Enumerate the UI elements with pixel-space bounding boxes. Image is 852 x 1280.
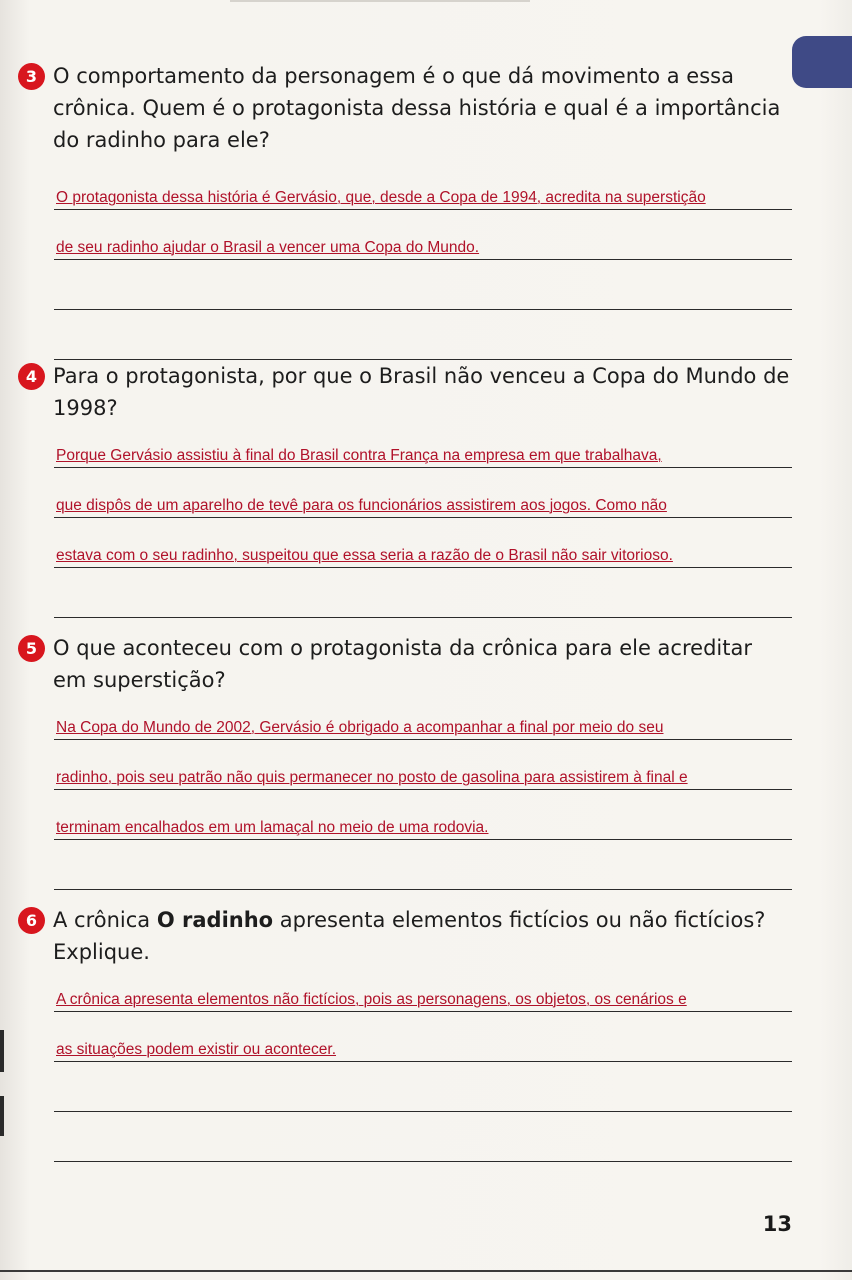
top-divider	[230, 0, 530, 2]
question-number-badge: 4	[18, 363, 45, 390]
answer-text: que dispôs de um aparelho de tevê para os funcionários assistirem aos jogos. Como não	[56, 497, 667, 514]
answer-line[interactable]	[54, 840, 792, 890]
question-text-part: apresenta elementos fictícios ou não fictícios? Explique.	[53, 908, 766, 964]
question-text	[53, 904, 792, 968]
answer-line[interactable]	[54, 310, 792, 360]
answer-text: O protagonista dessa história é Gervásio, que, desde a Copa de 1994, acredita na superstição	[56, 189, 706, 206]
answer-line[interactable]	[54, 740, 792, 790]
question-number-badge: 5	[18, 635, 45, 662]
page-number: 13	[762, 1212, 792, 1236]
question-text: Para o protagonista, por que o Brasil não venceu a Copa do Mundo de 1998?	[53, 364, 790, 420]
question-6	[18, 904, 792, 1162]
answer-text: terminam encalhados em um lamaçal no meio de uma rodovia.	[56, 819, 489, 836]
answer-line[interactable]	[54, 790, 792, 840]
answer-text: estava com o seu radinho, suspeitou que essa seria a razão de o Brasil não sair vitorioso.	[56, 547, 673, 564]
answer-line[interactable]	[54, 418, 792, 468]
answer-text: Na Copa do Mundo de 2002, Gervásio é obrigado a acompanhar a final por meio do seu	[56, 719, 664, 736]
answer-text: A crônica apresenta elementos não fictícios, pois as personagens, os objetos, os cenários e	[56, 991, 687, 1008]
question-number-badge: 3	[18, 63, 45, 90]
question-text: O comportamento da personagem é o que dá movimento a essa crônica. Quem é o protagonista dessa história e qual é a importância do radinho para ele?	[53, 64, 781, 152]
answer-line[interactable]	[54, 1062, 792, 1112]
answer-line[interactable]	[54, 568, 792, 618]
answer-line[interactable]	[54, 468, 792, 518]
bottom-divider	[0, 1270, 852, 1272]
answer-line[interactable]	[54, 210, 792, 260]
answer-line[interactable]	[54, 690, 792, 740]
question-4	[18, 360, 792, 618]
answer-line[interactable]	[54, 260, 792, 310]
answer-text: as situações podem existir ou acontecer.	[56, 1041, 337, 1058]
story-title: O radinho	[156, 908, 274, 932]
question-5	[18, 632, 792, 890]
answer-line[interactable]	[54, 1112, 792, 1162]
question-text: O que aconteceu com o protagonista da crônica para ele acreditar em superstição?	[53, 636, 752, 692]
answer-line[interactable]	[54, 1012, 792, 1062]
binding-edge-mark	[0, 1030, 4, 1072]
answer-line[interactable]	[54, 160, 792, 210]
chapter-side-tab	[792, 36, 852, 88]
binding-edge-mark	[0, 1096, 4, 1136]
answer-text: de seu radinho ajudar o Brasil a vencer uma Copa do Mundo.	[56, 239, 480, 256]
answer-text: Porque Gervásio assistiu à final do Brasil contra França na empresa em que trabalhava,	[56, 447, 662, 464]
answer-line[interactable]	[54, 518, 792, 568]
question-number-badge: 6	[18, 907, 45, 934]
answer-line[interactable]	[54, 962, 792, 1012]
answer-text: radinho, pois seu patrão não quis permanecer no posto de gasolina para assistirem à final e	[56, 769, 688, 786]
question-text-part: A crônica	[53, 908, 157, 932]
question-3	[18, 60, 792, 360]
